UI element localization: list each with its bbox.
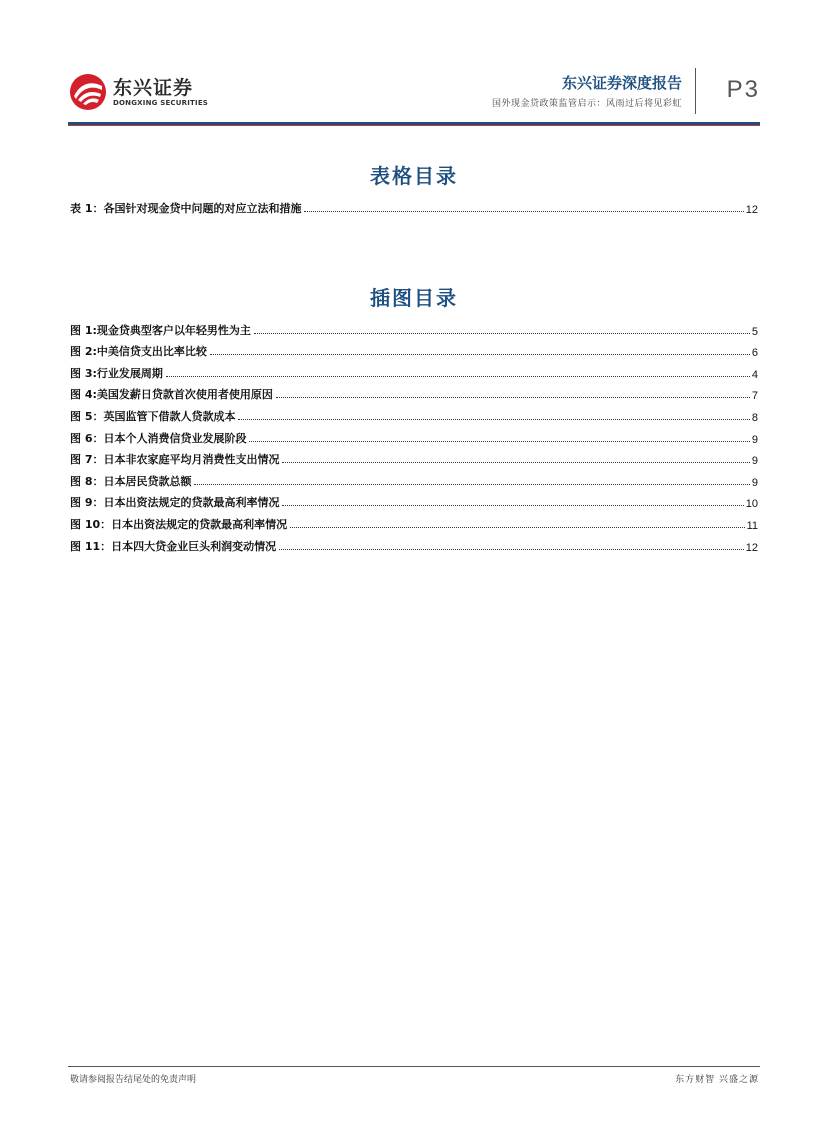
toc-entry-label: 图 4:美国发薪日贷款首次使用者使用原因 [70,388,273,402]
toc-leader-dots [194,484,749,485]
footer-slogan: 东方财智 兴盛之源 [675,1075,759,1085]
footer-disclaimer: 敬请参阅报告结尾处的免责声明 [70,1075,197,1085]
toc-entry[interactable] [70,446,758,468]
toc-leader-dots [282,462,749,463]
header-rule-accent [68,125,760,126]
figure-toc-title: 插图目录 [370,286,458,310]
toc-leader-dots [276,397,750,398]
toc-entry-label: 图 7：日本非农家庭平均月消费性支出情况 [70,453,280,467]
toc-entry-page: 5 [751,325,758,338]
toc-entry[interactable] [70,316,758,338]
logo-text-cn: 东兴证券 [113,77,194,99]
toc-entry-page: 4 [751,368,758,381]
toc-entry-page: 6 [751,347,758,360]
toc-entry-label: 图 1:现金贷典型客户以年轻男性为主 [70,323,251,337]
toc-leader-dots [282,505,743,506]
dongxing-logo-icon [68,72,108,112]
toc-entry-page: 9 [751,433,758,446]
footer-rule [68,1066,760,1067]
toc-entry-page: 9 [751,455,758,468]
toc-entry[interactable] [70,467,758,489]
table-toc-list [70,194,758,216]
toc-entry-label: 图 8：日本居民贷款总额 [70,474,192,488]
toc-entry-label: 表 1：各国针对现金贷中问题的对应立法和措施 [70,201,302,215]
report-title: 东兴证券深度报告 [561,74,682,92]
toc-entry[interactable] [70,359,758,381]
report-subtitle: 国外现金贷政策监管启示：风雨过后将见彩虹 [491,99,682,109]
page-number: P3 [726,76,760,103]
toc-entry-page: 10 [745,498,758,511]
toc-entry-page: 9 [751,476,758,489]
page-header [68,66,760,128]
toc-leader-dots [290,527,744,528]
toc-entry[interactable] [70,532,758,554]
toc-leader-dots [166,376,750,377]
toc-entry[interactable] [70,489,758,511]
toc-leader-dots [238,419,749,420]
toc-entry[interactable] [70,402,758,424]
toc-leader-dots [210,354,750,355]
header-divider [695,68,696,114]
table-toc-title: 表格目录 [370,164,458,188]
toc-entry-label: 图 11：日本四大贷金业巨头利润变动情况 [70,539,277,553]
toc-entry-page: 12 [745,203,758,216]
toc-leader-dots [279,549,744,550]
logo-text-en: DONGXING SECURITIES [113,99,209,107]
toc-entry[interactable] [70,381,758,403]
toc-entry-page: 7 [751,390,758,403]
toc-entry-label: 图 6：日本个人消费信贷业发展阶段 [70,431,247,445]
toc-entry[interactable] [70,194,758,216]
toc-entry-label: 图 10：日本出资法规定的贷款最高利率情况 [70,517,288,531]
toc-entry-label: 图 2:中美信贷支出比率比较 [70,345,207,359]
toc-entry-label: 图 5：英国监管下借款人贷款成本 [70,409,236,423]
toc-entry[interactable] [70,338,758,360]
toc-entry-page: 12 [745,541,758,554]
toc-entry[interactable] [70,510,758,532]
company-logo [68,72,209,116]
figure-toc-list [70,316,758,554]
toc-entry-label: 图 9：日本出资法规定的贷款最高利率情况 [70,496,280,510]
toc-entry[interactable] [70,424,758,446]
toc-entry-page: 8 [751,411,758,424]
toc-entry-label: 图 3:行业发展周期 [70,366,163,380]
toc-leader-dots [304,211,743,212]
toc-leader-dots [249,441,749,442]
toc-entry-page: 11 [746,519,758,532]
toc-leader-dots [254,333,750,334]
